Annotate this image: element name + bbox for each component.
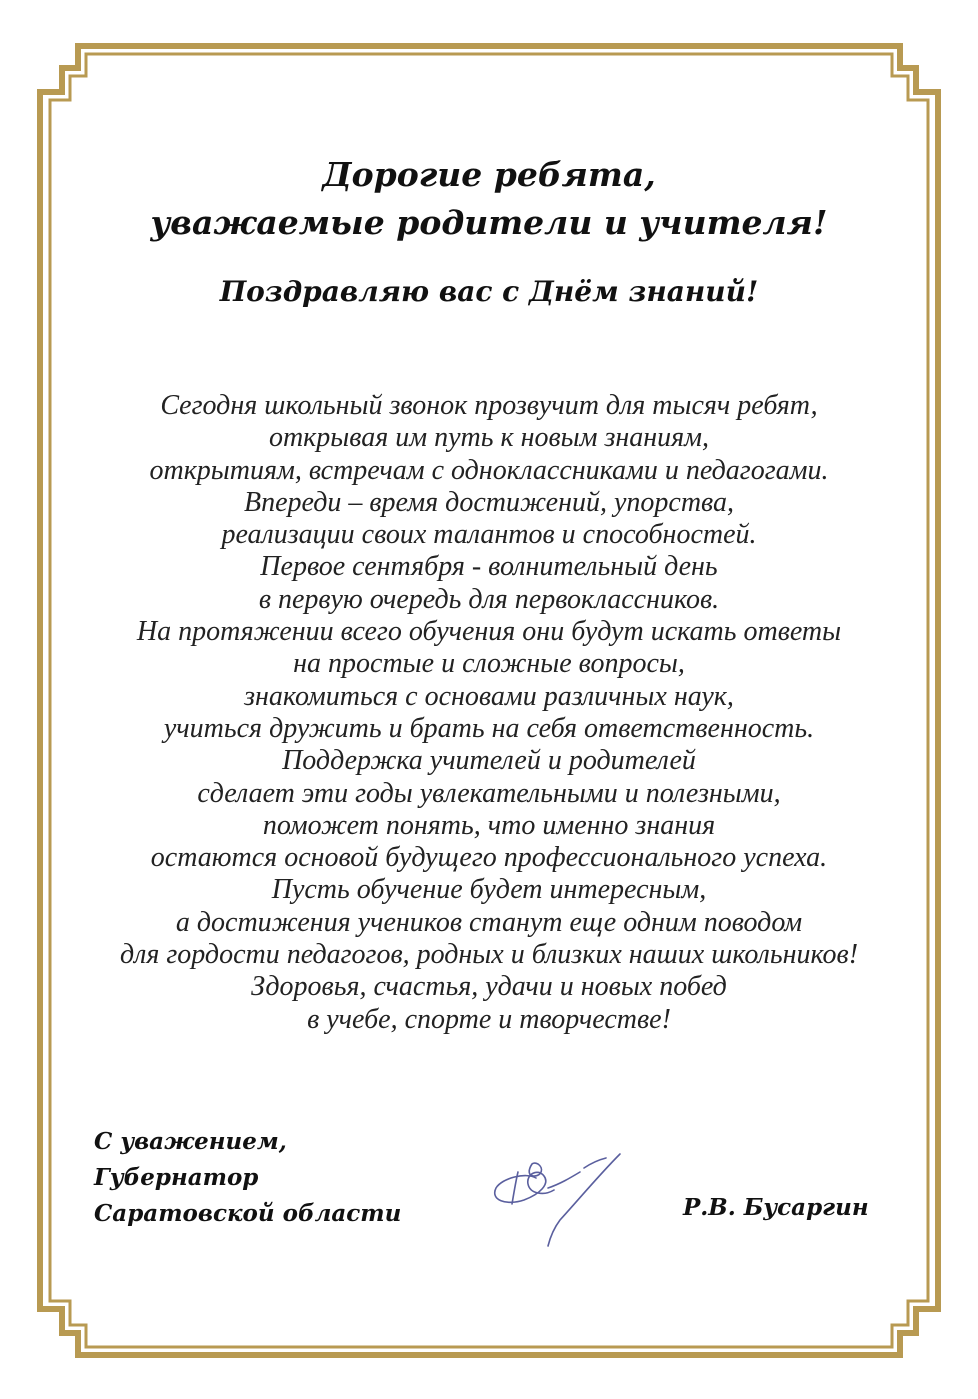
handwritten-signature — [488, 1150, 628, 1250]
closing-salutation: С уважением, — [94, 1128, 287, 1155]
body-line: открывая им путь к новым знаниям, — [268, 422, 710, 454]
body-line: открытиям, встречам с одноклассниками и педагогами. — [149, 454, 829, 486]
body-line: Первое сентября - волнительный день — [260, 551, 718, 583]
body-line: Впереди – время достижений, упорства, — [243, 486, 735, 518]
body-line: Пусть обучение будет интересным, — [271, 874, 707, 906]
body-line: учиться дружить и брать на себя ответственность. — [163, 712, 815, 744]
body-line: знакомиться с основами различных наук, — [244, 680, 734, 712]
closing-title: Губернатор — [94, 1164, 259, 1191]
body-line: поможет понять, что именно знания — [262, 809, 716, 841]
body-line: Сегодня школьный звонок прозвучит для тысяч ребят, — [160, 390, 818, 421]
closing-region: Саратовской области — [94, 1200, 402, 1227]
body-line: реализации своих талантов и способностей. — [221, 519, 757, 551]
body-line: Поддержка учителей и родителей — [282, 745, 696, 777]
greeting-line-2: уважаемые родители и учителя! — [150, 203, 828, 242]
greeting-heading — [0, 151, 978, 247]
body-line: в первую очередь для первоклассников. — [258, 583, 720, 615]
closing-block — [94, 1124, 401, 1232]
body-line: На протяжении всего обучения они будут искать ответы — [136, 616, 842, 648]
body-line: Здоровья, счастья, удачи и новых побед — [251, 971, 727, 1003]
body-line: для гордости педагогов, родных и близких наших школьников! — [119, 939, 859, 971]
body-line: в учебе, спорте и творчестве! — [307, 1003, 671, 1035]
letter-body — [0, 390, 978, 1036]
body-line: а достижения учеников станут еще одним поводом — [175, 906, 803, 938]
greeting-line-1: Дорогие ребята, — [322, 155, 656, 194]
congrats-heading: Поздравляю вас с Днём знаний! — [219, 275, 759, 308]
body-line: сделает эти годы увлекательными и полезными, — [197, 777, 781, 809]
body-line: на простые и сложные вопросы, — [293, 648, 685, 680]
body-line: остаются основой будущего профессионального успеха. — [150, 842, 828, 874]
signer-name: Р.В. Бусаргин — [683, 1194, 869, 1221]
